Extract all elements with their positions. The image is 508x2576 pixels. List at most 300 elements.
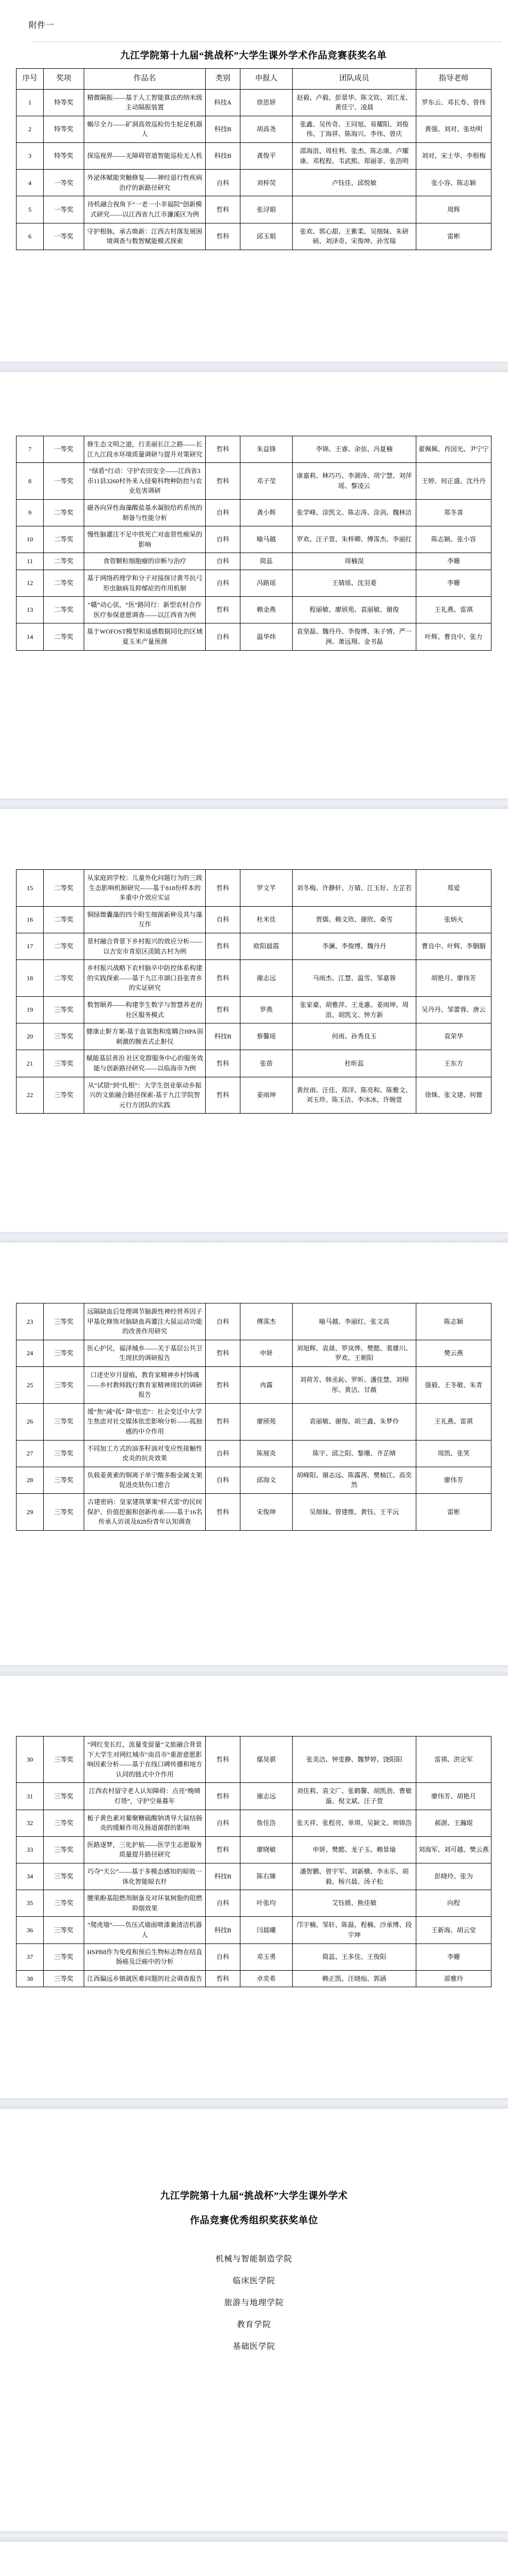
advisors-cell: 李姗 [416,1943,491,1970]
applicant-cell: 谢志远 [240,960,293,997]
award-cell: 三等奖 [44,1440,84,1467]
work-title-cell: “网红变长红，流量变留量”文旅融合背景下大学生对网红城市“南昌市”重游意愿影响因素分析——基于在线口碑传播和地方认同的链式中介作用 [84,1737,206,1783]
page-separator [0,362,508,372]
award-cell: 一等奖 [44,436,84,463]
row-number-cell: 10 [17,526,44,553]
row-number-cell: 25 [17,1366,44,1403]
row-number-cell: 26 [17,1403,44,1440]
applicant-cell: 邱玉娟 [240,223,293,250]
category-cell: 哲科 [206,960,240,997]
table-row [17,1440,491,1467]
work-title-cell: 从“试错”到“扎根”：大学生创业驱动乡振兴的文旅融合路径探索-基于九江学院智元行方团队的实践 [84,1077,206,1114]
team-members-cell: 杜昕蕊 [293,1050,416,1077]
award-cell: 二等奖 [44,933,84,959]
award-cell: 二等奖 [44,553,84,570]
team-members-cell: 贾儒、赖文欣、谢欣、桑雪 [293,906,416,933]
table-row [17,553,491,570]
column-header-work-title-cell: 作品名 [84,69,206,90]
page-separator [0,2531,508,2542]
category-cell: 科技B [206,1863,240,1890]
table-row [17,143,491,170]
award-cell: 二等奖 [44,960,84,997]
applicant-cell: 傅霈杰 [240,1303,293,1340]
table-row [17,1970,491,1987]
award-cell: 特等奖 [44,116,84,142]
work-title-cell: 磁各向异性海藻酸盐基水凝胶给药系统的制备与性能分析 [84,499,206,526]
team-members-cell: 张学峰、涂凯文、陈志涛、涂剑、魏林洁 [293,499,416,526]
category-cell: 哲科 [206,196,240,223]
table-row [17,570,491,596]
team-members-cell: 简蕊、王多佳、王俊阳 [293,1943,416,1970]
work-title-cell: 江西农村留守老人认知障碍：点亮“晚晴灯塔”，守护空巢暮年 [84,1783,206,1810]
advisors-cell: 王新海、胡云堂 [416,1917,491,1943]
category-cell: 哲科 [206,597,240,623]
team-members-cell: 邵海浪、周柱利、张杰、陈志康、卢耀康、邓程程、韦武熙、郑丽菲、张浩明 [293,143,416,170]
column-header-award-cell: 奖项 [44,69,84,90]
row-number-cell: 38 [17,1970,44,1987]
org-award-title [0,2183,508,2233]
applicant-cell: 龚俊平 [240,143,293,170]
award-table-page-3 [0,869,508,1114]
work-title-cell: 口述史岁月留痕，教育家精神乡村铸魂——乡村教师践行教育家精神现状的调研报告 [84,1366,206,1403]
category-cell: 自科 [206,1890,240,1917]
award-cell: 二等奖 [44,570,84,596]
category-cell: 自科 [206,1467,240,1493]
work-title-cell: 景村融合背景下乡村振兴的效应分析——以吉安市青原区渼陂古村为例 [84,933,206,959]
org-award-title-line2: 作品竞赛优秀组织奖获奖单位 [190,2215,318,2226]
row-number-cell: 22 [17,1077,44,1114]
category-cell: 哲科 [206,436,240,463]
table-row [17,597,491,623]
category-cell: 自科 [206,1440,240,1467]
work-title-cell: 负载姜黄素的铜离子单宁酸多酚金属支架促进皮肤伤口愈合 [84,1467,206,1493]
team-members-cell: 李澜、李俊博、魏丹丹 [293,933,416,959]
work-title-cell: 外泌体赋能突触修复——神经退行性疾病治疗的新路径研究 [84,170,206,196]
award-cell: 三等奖 [44,1943,84,1970]
category-cell: 自科 [206,906,240,933]
table-row [17,1340,491,1366]
work-title-cell: 探巡视界——无障碍管道智能巡检无人机 [84,143,206,170]
category-cell: 自科 [206,570,240,596]
work-title-cell: 医心护民，福泽城乡——关于基层公共卫生现状的调研报告 [84,1340,206,1366]
category-cell: 科技A [206,89,240,116]
category-cell: 哲科 [206,1783,240,1810]
row-number-cell: 6 [17,223,44,250]
category-cell: 自科 [206,623,240,650]
row-number-cell: 35 [17,1890,44,1917]
table-row [17,1810,491,1836]
award-table [16,68,491,250]
advisors-cell: 袁荣华 [416,1023,491,1050]
applicant-cell: 陈展炎 [240,1440,293,1467]
applicant-cell: 龚小辉 [240,499,293,526]
award-cell: 三等奖 [44,1810,84,1836]
applicant-cell: 邓子莹 [240,463,293,500]
advisors-cell: 李姗 [416,570,491,596]
table-row [17,223,491,250]
award-cell: 二等奖 [44,526,84,553]
work-title-cell: 基于网络药理学和分子对接探讨黄芩抗弓形虫脑病及抑郁症的作用机制 [84,570,206,596]
work-title-cell: 蝎尽全力——矿洞高效巡检仿生轮足机器人 [84,116,206,142]
team-members-cell: 程丽敏、廖颀苑、袁丽敏、谢俊 [293,597,416,623]
work-title-cell: 古建密码：皇家建筑掌案“样式雷”的民间保护、价值挖掘和创新传承——基于16名传承人访谈及828份青年认知调查 [84,1493,206,1530]
team-members-cell: 何雨、孙秀良玉 [293,1023,416,1050]
team-members-cell: 袁坚磊、魏丹丹、李俊博、朱子情、严一洲、萧远翔、金书磊 [293,623,416,650]
award-cell: 三等奖 [44,1366,84,1403]
table-row [17,1077,491,1114]
applicant-cell: 温华炜 [240,623,293,650]
page-separator [0,1665,508,1676]
org-award-unit: 机械与智能制造学院 [215,2255,293,2263]
award-cell: 一等奖 [44,170,84,196]
row-number-cell: 4 [17,170,44,196]
row-number-cell: 8 [17,463,44,500]
row-number-cell: 17 [17,933,44,959]
row-number-cell: 2 [17,116,44,142]
award-cell: 三等奖 [44,1890,84,1917]
applicant-cell: 廖颀苑 [240,1403,293,1440]
team-members-cell: 吴细妹、曾建维、黄钰、王平沅 [293,1493,416,1530]
team-members-cell: 喻马越、李丽红、张文高 [293,1303,416,1340]
award-table [16,1303,491,1531]
award-cell: 三等奖 [44,1023,84,1050]
table-row [17,960,491,997]
header-row [17,69,491,90]
row-number-cell: 3 [17,143,44,170]
applicant-cell: 赖金燕 [240,597,293,623]
advisors-cell: 周凯、张笑 [416,1440,491,1467]
award-cell: 三等奖 [44,1077,84,1114]
team-members-cell: 张天祥、张程亮、单琪、吴颖文、帅锦浩 [293,1810,416,1836]
row-number-cell: 12 [17,570,44,596]
row-number-cell: 36 [17,1917,44,1943]
award-cell: 三等奖 [44,1303,84,1340]
page-3 [0,809,508,1232]
table-row [17,436,491,463]
team-members-cell: 刘旭辉、袁晟、罗岚烨、樊懿、裴雄川、罗欢、王朝阳 [293,1340,416,1366]
team-members-cell: 黄丝雨、汪佳、郑洋、陈亮和、陈雅文、刘玉珍、陈玉洁、李冰冰、许婉萱 [293,1077,416,1114]
team-members-cell: 马雨杰、江慧、温雪、邹嘉蓉 [293,960,416,997]
work-title-cell: 从家庭到学校：儿童外化问题行为的三级生态影响机制研究——基于818份样本的多重中介效应实证 [84,870,206,907]
advisors-cell: 李姗 [416,553,491,570]
work-title-cell: 江西偏远乡镇就医难问题的社会调查报告 [84,1970,206,1987]
row-number-cell: 27 [17,1440,44,1467]
applicant-cell: 喻马越 [240,526,293,553]
work-title-cell: “赣”动心弦，“医”路同行：新型农村合作医疗参保意愿调查——以江西省为例 [84,597,206,623]
applicant-cell: 宋俊坤 [240,1493,293,1530]
award-cell: 二等奖 [44,597,84,623]
category-cell: 科技B [206,116,240,142]
advisors-cell: 刘海军、刘可越、樊云燕 [416,1836,491,1863]
award-cell: 三等奖 [44,1836,84,1863]
table-row [17,1303,491,1340]
category-cell: 自科 [206,1810,240,1836]
applicant-cell: 杜米佳 [240,906,293,933]
award-cell: 三等奖 [44,1050,84,1077]
work-title-cell: 腰果酚基阻燃剂制备及对环氧树脂的阻燃抑烟效果 [84,1890,206,1917]
table-row [17,170,491,196]
award-table-page-5 [0,1736,508,1987]
team-members-cell: 张鑫、吴传奇、王同旭、易耀阳、刘俊伟、丁海祥、陈海兴、李伟、曾庆 [293,116,416,142]
category-cell: 哲科 [206,1077,240,1114]
work-title-cell: 栀子黄色素对葡聚糖硫酸钠诱导大鼠结肠炎的缓解作用及肠道菌群的影响 [84,1810,206,1836]
award-table-page-1 [0,68,508,250]
team-members-cell: 罗欢、汪子萱、朱梓卿、傅霈杰、李丽红 [293,526,416,553]
work-title-cell: 不同加工方式的油茶籽油对变应性接触性皮炎的抗炎效果 [84,1440,206,1467]
team-members-cell: 袁丽敏、谢俊、胡兰鑫、朱梦伶 [293,1403,416,1440]
advisors-cell: 强毅、王冬敏、朱青 [416,1366,491,1403]
table-row [17,1890,491,1917]
table-row [17,1366,491,1403]
applicant-cell: 詹佳浩 [240,1810,293,1836]
award-table [16,869,491,1114]
applicant-cell: 鄢昊骐 [240,1737,293,1783]
category-cell: 哲科 [206,223,240,250]
column-header-category-cell: 类别 [206,69,240,90]
work-title-cell: HSPB8作为免疫和预后生物标志物在结直肠癌及泛癌中的分析 [84,1943,206,1970]
category-cell: 哲科 [206,996,240,1023]
team-members-cell: 艾钰媛、熊佳敏 [293,1890,416,1917]
award-cell: 特等奖 [44,89,84,116]
award-cell: 三等奖 [44,1340,84,1366]
table-row [17,1836,491,1863]
award-cell: 特等奖 [44,143,84,170]
advisors-cell: 周辉 [416,196,491,223]
row-number-cell: 13 [17,597,44,623]
advisors-cell: 陈志颖、张小容 [416,526,491,553]
award-cell: 三等奖 [44,1403,84,1440]
team-members-cell: 周楠淏 [293,553,416,570]
work-title-cell: 医路逐梦，三化护航——医学生志愿服务质量提升路径研究 [84,1836,206,1863]
row-number-cell: 23 [17,1303,44,1340]
table-row [17,196,491,223]
row-number-cell: 20 [17,1023,44,1050]
page-separator [0,2098,508,2109]
org-award-unit: 临床医学院 [232,2277,276,2285]
team-members-cell: 卢钰佳、邱悦敏 [293,170,416,196]
row-number-cell: 5 [17,196,44,223]
award-cell: 一等奖 [44,223,84,250]
advisors-cell: 吴丹丹、邹蕾蓉、唐云 [416,996,491,1023]
team-members-cell: 王婧瑶、沈羽菱 [293,570,416,596]
table-row [17,870,491,907]
applicant-cell: 欧阳晨霞 [240,933,293,959]
advisors-cell: 陈志颖 [416,1303,491,1340]
applicant-cell: 刘梓荧 [240,170,293,196]
category-cell: 哲科 [206,1050,240,1077]
work-title-cell: 基于WOFOST模型和遥感数据同化的区域夏玉米产量预测 [84,623,206,650]
column-header-advisors-cell: 指导老师 [416,69,491,90]
row-number-cell: 1 [17,89,44,116]
team-members-cell: 潘智鹏、曾宇军、刘新横、李永乐、胡毅、杨兴晨、汤子松 [293,1863,416,1890]
work-title-cell: 健康止鼾方案-基于血氧饱和度耦合HPA弱刺激的腕表式止鼾仪 [84,1023,206,1050]
advisors-cell: 王东方 [416,1050,491,1077]
work-title-cell: 远隔缺血后处理调节脑源性神经营养因子甲基化修饰对脑缺血再灌注大鼠运动功能的改善作用研究 [84,1303,206,1340]
advisors-cell: 郑爱 [416,870,491,907]
org-award-unit: 教育学院 [237,2321,271,2329]
page-6 [0,2109,508,2531]
row-number-cell: 15 [17,870,44,907]
applicant-cell: 谢志远 [240,1783,293,1810]
advisors-cell: 张炳火 [416,906,491,933]
applicant-cell: 张浔娟 [240,196,293,223]
applicant-cell: 徐思妍 [240,89,293,116]
award-cell: 三等奖 [44,996,84,1023]
applicant-cell: 廖晓敏 [240,1836,293,1863]
applicant-cell: 姜雨坤 [240,1077,293,1114]
team-members-cell: 申妍、樊懿、龙子玉、赖景瑜 [293,1836,416,1863]
award-cell: 二等奖 [44,906,84,933]
award-cell: 三等奖 [44,1917,84,1943]
row-number-cell: 16 [17,906,44,933]
table-row [17,623,491,650]
category-cell: 自科 [206,1303,240,1340]
category-cell: 哲科 [206,463,240,500]
row-number-cell: 29 [17,1493,44,1530]
advisors-cell: 廖伟芳、胡艳月 [416,1783,491,1810]
advisors-cell: 刘对、宋士华、李根梅 [416,143,491,170]
work-title-cell: 慢性脑灌注不足中铁死亡对血管性痴呆的影响 [84,526,206,553]
applicant-cell: 邱海文 [240,1467,293,1493]
applicant-cell: 蔡馨瑶 [240,1023,293,1050]
row-number-cell: 18 [17,960,44,997]
category-cell: 哲科 [206,1340,240,1366]
column-header-applicant-cell: 申报人 [240,69,293,90]
team-members-cell: 赖正凯、汪晓灿、郭涵 [293,1970,416,1987]
table-row [17,499,491,526]
category-cell: 哲科 [206,1493,240,1530]
table-row [17,463,491,500]
row-number-cell: 34 [17,1863,44,1890]
table-row [17,933,491,959]
award-table [16,1736,491,1987]
applicant-cell: 叶张均 [240,1890,293,1917]
applicant-cell: 朱益锋 [240,436,293,463]
table-row [17,116,491,142]
work-title-cell: “爬虎墙”——负压式墙面喷漆兼清洁机器人 [84,1917,206,1943]
table-row [17,1943,491,1970]
advisors-cell: 叶辉、曹良中、张力 [416,623,491,650]
advisors-cell: 樊云燕 [416,1340,491,1366]
award-table [16,436,491,651]
advisors-cell: 曹良中、叶辉、李胭胭 [416,933,491,959]
work-title-cell: 修生态文明之道，行美丽长江之路——长江九江段水环境质量调研与提升对策研究 [84,436,206,463]
advisors-cell: 王婷、何正盛、沈丹丹 [416,463,491,500]
row-number-cell: 21 [17,1050,44,1077]
work-title-cell: “绿盾”行动：守护农田安全——江西省3市11县3260村外来入侵菊科物种防控与农业危害调研 [84,463,206,500]
page-1 [0,0,508,362]
category-cell: 自科 [206,553,240,570]
row-number-cell: 14 [17,623,44,650]
work-title-cell: 数智颐养——构建孪生数字与智慧养老的社区服务模式 [84,996,206,1023]
award-cell: 三等奖 [44,1493,84,1530]
row-number-cell: 32 [17,1810,44,1836]
team-members-cell: 张家豪、胡雅萍、王龙惠、姜雨坤、周浪、胡凯文、钟方新 [293,996,416,1023]
advisors-cell: 雷祺、洪定军 [416,1737,491,1783]
team-members-cell: 刘佳莉、袁文广、张鹤馨、胡凯劲、曹敏漩、倪文斌、汪子萱 [293,1783,416,1810]
applicant-cell: 冯路瑶 [240,570,293,596]
org-award-unit-list [0,2249,508,2358]
row-number-cell: 9 [17,499,44,526]
table-row [17,1493,491,1530]
work-title-cell: 缓“焦”减“孤” 降“依恋”：社会变迁中大学生焦虑对社交媒体依恋影响分析——孤独感的中介作用 [84,1403,206,1440]
applicant-cell: 陈右臻 [240,1863,293,1890]
table-row [17,1403,491,1440]
advisors-cell: 罗东云、邓长寿、曾伟 [416,89,491,116]
table-row [17,1737,491,1783]
row-number-cell: 31 [17,1783,44,1810]
category-cell: 自科 [206,170,240,196]
page-5 [0,1676,508,2098]
row-number-cell: 33 [17,1836,44,1863]
category-cell: 哲科 [206,1737,240,1783]
page-7 [0,2542,508,2576]
work-title-cell: 食管颗粒细胞瘤的诊断与治疗 [84,553,206,570]
award-cell: 一等奖 [44,196,84,223]
award-cell: 二等奖 [44,870,84,907]
award-cell: 三等奖 [44,1970,84,1987]
table-row [17,1917,491,1943]
org-award-unit: 基础医学院 [232,2342,276,2351]
category-cell: 自科 [206,1943,240,1970]
row-number-cell: 7 [17,436,44,463]
category-cell: 哲科 [206,1366,240,1403]
category-cell: 科技B [206,1023,240,1050]
row-number-cell: 28 [17,1467,44,1493]
team-members-cell: 赵毅、卢毅、彭景华、陈文钦、刘江龙、黄佳宁、凌晨 [293,89,416,116]
category-cell: 哲科 [206,1836,240,1863]
team-members-cell: 张欢、郭心甜、王紫柔、吴细妹、朱研硕、刘泽奇、宋俊坤、孙雪瑞 [293,223,416,250]
award-cell: 一等奖 [44,463,84,500]
advisors-cell: 郑冬喜 [416,499,491,526]
award-cell: 三等奖 [44,1737,84,1783]
table-row [17,89,491,116]
category-cell: 哲科 [206,933,240,959]
org-award-unit: 旅游与地理学院 [224,2299,284,2307]
applicant-cell: 张蓓 [240,1050,293,1077]
table-row [17,1783,491,1810]
applicant-cell: 闫晨曦 [240,1917,293,1943]
work-title-cell: 赋能基层善治 社区党群服务中心的服务效能与创新路径研究——以临海市为例 [84,1050,206,1077]
category-cell: 哲科 [206,870,240,907]
team-members-cell: 刘荷芳、韩丞鈊、罗昕、潘佳慧、刘栩彤、黄洁、甘薇 [293,1366,416,1403]
advisors-cell: 郝澍、王瀚琨 [416,1810,491,1836]
work-title-cell: 铜绿微囊藻的四个附生细菌新种及其与藻互作 [84,906,206,933]
advisors-cell: 黄强、刘对、张幼明 [416,116,491,142]
work-title-cell: 精微隔振——基于人工智能算法的纳米级主动隔振装置 [84,89,206,116]
advisors-cell: 张小容、陈志颖 [416,170,491,196]
table-row [17,1863,491,1890]
team-members-cell: 李锦、王睿、余弦、冯夏楠 [293,436,416,463]
row-number-cell: 24 [17,1340,44,1366]
advisors-cell: 雷彬 [416,1493,491,1530]
table-row [17,906,491,933]
column-header-team-members-cell: 团队成员 [293,69,416,90]
award-table-title: 九江学院第十九届“挑战杯”大学生课外学术作品竞赛获奖名单 [120,50,387,61]
advisors-cell: 胡艳月、廖伟芳 [416,960,491,997]
advisors-cell: 王礼燕、雷祺 [416,1403,491,1440]
team-members-cell: 张美洁、钟雯静、魏梦婷、饶阳阳 [293,1737,416,1783]
team-members-cell: 陈宇、邱之阳、黎珊、齐芷晴 [293,1440,416,1467]
row-number-cell: 11 [17,553,44,570]
page-4 [0,1243,508,1665]
category-cell: 哲科 [206,1970,240,1987]
award-cell: 三等奖 [44,1783,84,1810]
advisors-cell: 彭晓玲、张为 [416,1863,491,1890]
table-row [17,1050,491,1077]
category-cell: 科技B [206,1917,240,1943]
category-cell: 自科 [206,499,240,526]
